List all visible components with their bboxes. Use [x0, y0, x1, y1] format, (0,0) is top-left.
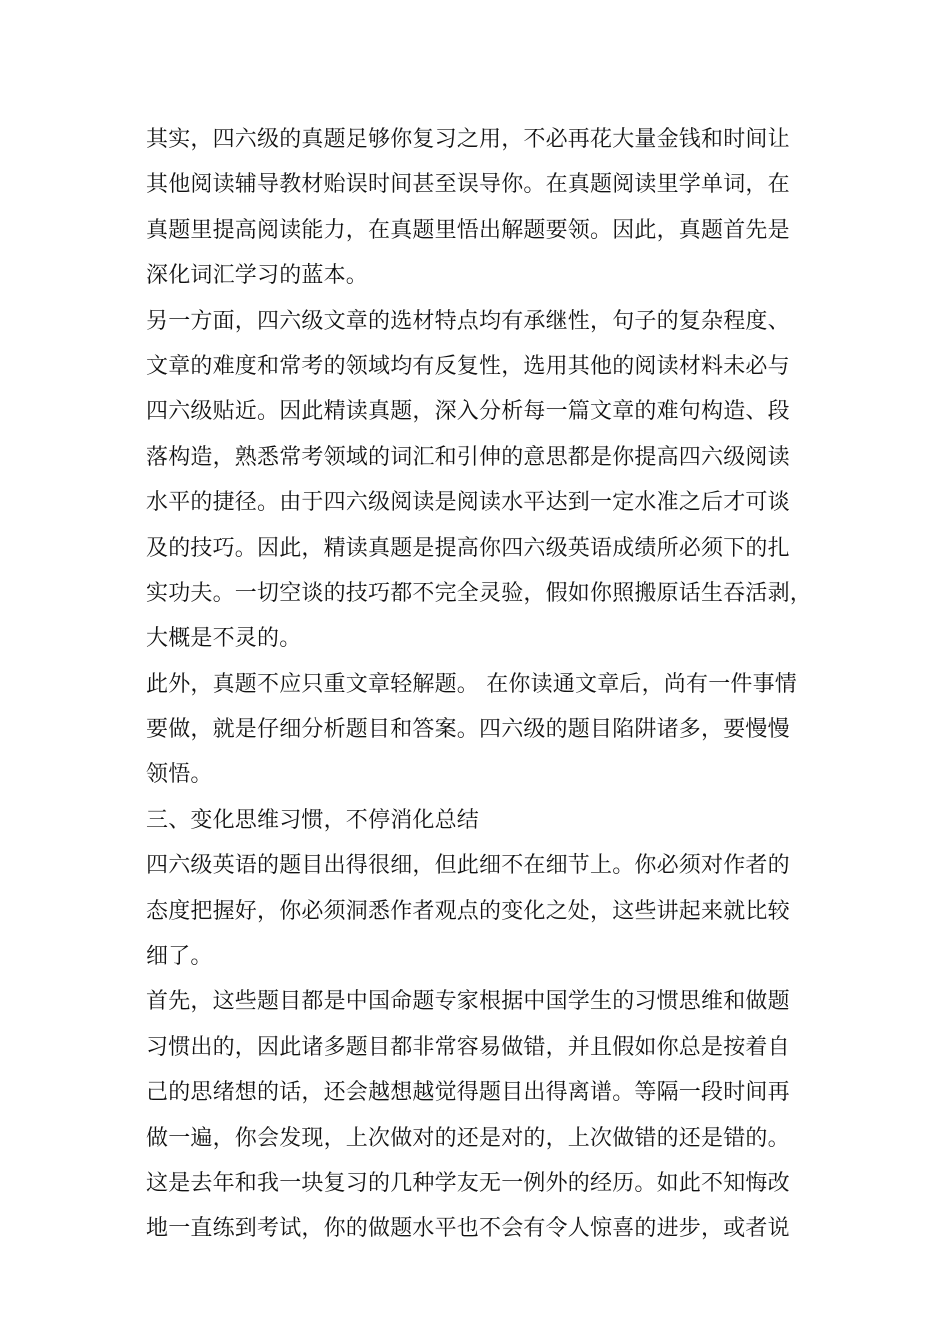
- text-line: 落构造，熟悉常考领域的词汇和引伸的意思都是你提高四六级阅读: [146, 444, 790, 470]
- text-line: 深化词汇学习的蓝本。: [146, 263, 369, 289]
- text-line: 及的技巧。因此，精读真题是提高你四六级英语成绩所必须下的扎: [146, 535, 790, 561]
- text-line: 地一直练到考试，你的做题水平也不会有令人惊喜的进步，或者说: [146, 1216, 790, 1242]
- text-line: 首先，这些题目都是中国命题专家根据中国学生的习惯思维和做题: [146, 989, 790, 1015]
- text-line: 四六级贴近。因此精读真题，深入分析每一篇文章的难句构造、段: [146, 399, 790, 425]
- section-heading: 三、变化思维习惯，不停消化总结: [146, 807, 480, 833]
- text-line: 做一遍，你会发现，上次做对的还是对的，上次做错的还是错的。: [146, 1125, 790, 1151]
- text-line: 实功夫。一切空谈的技巧都不完全灵验，假如你照搬原话生吞活剥，: [146, 580, 813, 606]
- text-line: 其他阅读辅导教材贻误时间甚至误导你。在真题阅读里学单词，在: [146, 172, 790, 198]
- text-line: 四六级英语的题目出得很细，但此细不在细节上。你必须对作者的: [146, 853, 790, 879]
- text-line: 文章的难度和常考的领域均有反复性，选用其他的阅读材料未必与: [146, 353, 790, 379]
- text-line: 这是去年和我一块复习的几种学友无一例外的经历。如此不知悔改: [146, 1170, 790, 1196]
- text-line: 其实，四六级的真题足够你复习之用，不必再花大量金钱和时间让: [146, 127, 790, 152]
- text-line: 细了。: [146, 944, 213, 970]
- text-line: 要做，就是仔细分析题目和答案。四六级的题目陷阱诸多，要慢慢: [146, 717, 790, 743]
- text-line: 己的思绪想的话，还会越想越觉得题目出得离谱。等隔一段时间再: [146, 1080, 790, 1106]
- text-line: 水平的捷径。由于四六级阅读是阅读水平达到一定水准之后才可谈: [146, 490, 790, 516]
- text-line: 大概是不灵的。: [146, 626, 302, 652]
- text-line: 另一方面，四六级文章的选材特点均有承继性，句子的复杂程度、: [146, 308, 790, 334]
- text-line: 真题里提高阅读能力，在真题里悟出解题要领。因此，真题首先是: [146, 217, 790, 243]
- text-line: 此外，真题不应只重文章轻解题。 在你读通文章后，尚有一件事情: [146, 671, 797, 697]
- document-body: [146, 117, 826, 1252]
- text-line: 习惯出的，因此诸多题目都非常容易做错，并且假如你总是按着自: [146, 1034, 790, 1060]
- text-line: 态度把握好，你必须洞悉作者观点的变化之处，这些讲起来就比较: [146, 898, 790, 924]
- text-line: 领悟。: [146, 762, 213, 788]
